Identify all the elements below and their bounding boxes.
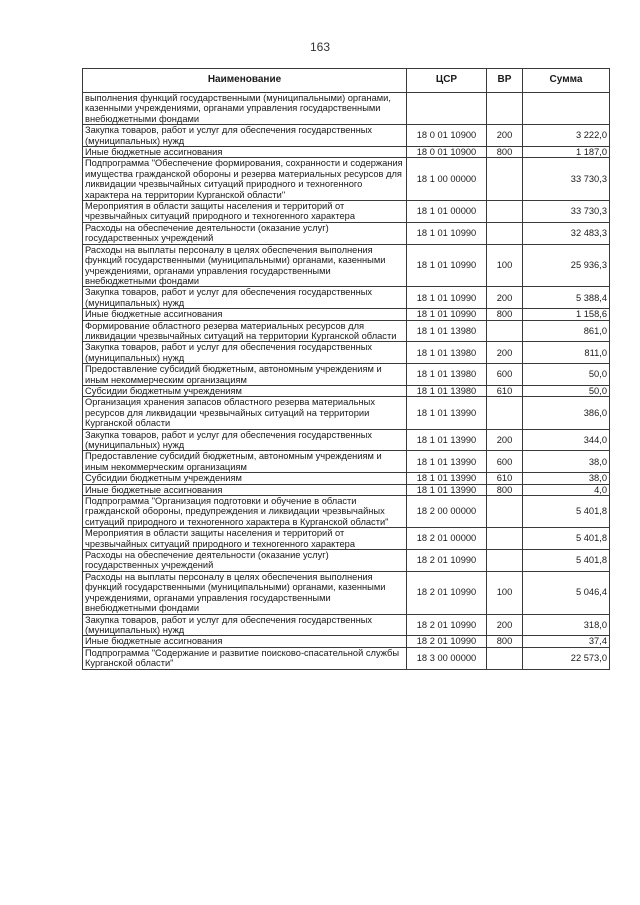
cell-csr: 18 1 01 10990	[407, 287, 487, 309]
cell-name: Мероприятия в области защиты населения и территорий от чрезвычайных ситуаций природного и техногенного характера	[83, 201, 407, 223]
table-row	[83, 385, 610, 396]
cell-csr: 18 2 01 10990	[407, 614, 487, 636]
cell-csr: 18 1 01 13990	[407, 397, 487, 429]
cell-vr: 800	[487, 484, 523, 495]
cell-csr: 18 3 00 00000	[407, 647, 487, 669]
cell-name: Предоставление субсидий бюджетным, автономным учреждениям и иным некоммерческим организациям	[83, 451, 407, 473]
table-row	[83, 473, 610, 484]
cell-sum: 386,0	[523, 397, 610, 429]
cell-sum: 50,0	[523, 385, 610, 396]
cell-csr: 18 0 01 10900	[407, 147, 487, 158]
table-row	[83, 147, 610, 158]
cell-csr: 18 0 01 10900	[407, 125, 487, 147]
cell-vr: 200	[487, 287, 523, 309]
cell-csr: 18 1 01 13990	[407, 451, 487, 473]
cell-sum: 5 401,8	[523, 528, 610, 550]
cell-sum: 38,0	[523, 451, 610, 473]
cell-sum: 5 046,4	[523, 571, 610, 614]
cell-vr	[487, 320, 523, 342]
table-row	[83, 93, 610, 125]
cell-name: Иные бюджетные ассигнования	[83, 484, 407, 495]
cell-vr	[487, 201, 523, 223]
cell-name: Предоставление субсидий бюджетным, автономным учреждениям и иным некоммерческим организациям	[83, 364, 407, 386]
cell-name: Закупка товаров, работ и услуг для обеспечения государственных (муниципальных) нужд	[83, 429, 407, 451]
cell-csr: 18 1 00 00000	[407, 158, 487, 201]
cell-csr: 18 1 01 13980	[407, 364, 487, 386]
cell-sum: 25 936,3	[523, 244, 610, 287]
cell-vr: 600	[487, 451, 523, 473]
table-row	[83, 636, 610, 647]
cell-vr: 200	[487, 429, 523, 451]
cell-sum: 861,0	[523, 320, 610, 342]
cell-vr: 100	[487, 571, 523, 614]
cell-vr: 800	[487, 309, 523, 320]
cell-csr: 18 2 01 10990	[407, 550, 487, 572]
cell-sum: 4,0	[523, 484, 610, 495]
cell-vr: 100	[487, 244, 523, 287]
table-row	[83, 201, 610, 223]
cell-sum: 33 730,3	[523, 201, 610, 223]
table-row	[83, 309, 610, 320]
table-row	[83, 451, 610, 473]
cell-sum: 811,0	[523, 342, 610, 364]
cell-vr	[487, 550, 523, 572]
cell-csr: 18 2 00 00000	[407, 496, 487, 528]
cell-vr	[487, 93, 523, 125]
cell-vr: 800	[487, 636, 523, 647]
cell-vr	[487, 647, 523, 669]
cell-sum: 38,0	[523, 473, 610, 484]
cell-vr: 600	[487, 364, 523, 386]
table-row	[83, 158, 610, 201]
cell-csr	[407, 93, 487, 125]
cell-sum: 33 730,3	[523, 158, 610, 201]
cell-csr: 18 1 01 13980	[407, 320, 487, 342]
table-row	[83, 528, 610, 550]
cell-vr: 610	[487, 473, 523, 484]
table-row	[83, 614, 610, 636]
table-row	[83, 429, 610, 451]
cell-vr	[487, 397, 523, 429]
cell-csr: 18 1 01 13990	[407, 473, 487, 484]
cell-vr: 610	[487, 385, 523, 396]
cell-vr	[487, 158, 523, 201]
cell-vr	[487, 222, 523, 244]
header-sum: Сумма	[523, 69, 610, 93]
table-row	[83, 125, 610, 147]
cell-csr: 18 1 01 13990	[407, 484, 487, 495]
cell-sum: 22 573,0	[523, 647, 610, 669]
cell-csr: 18 2 01 00000	[407, 528, 487, 550]
cell-csr: 18 1 01 10990	[407, 244, 487, 287]
header-name: Наименование	[83, 69, 407, 93]
cell-name: Субсидии бюджетным учреждениям	[83, 385, 407, 396]
cell-name: Закупка товаров, работ и услуг для обеспечения государственных (муниципальных) нужд	[83, 614, 407, 636]
table-row	[83, 496, 610, 528]
table-row	[83, 364, 610, 386]
cell-name: Подпрограмма "Обеспечение формирования, сохранности и содержания имущества гражданской обороны и резерва материальных ресурсов для ликвидации чрезвычайных ситуаций природного и техногенного характера на территории Курганской области"	[83, 158, 407, 201]
header-vr: ВР	[487, 69, 523, 93]
cell-name: Расходы на выплаты персоналу в целях обеспечения выполнения функций государственными (муниципальными) органами, казенными учреждениями, органами управления государственными внебюджетными фондами	[83, 571, 407, 614]
cell-name: Закупка товаров, работ и услуг для обеспечения государственных (муниципальных) нужд	[83, 125, 407, 147]
header-csr: ЦСР	[407, 69, 487, 93]
table-row	[83, 222, 610, 244]
table-row	[83, 571, 610, 614]
budget-table	[82, 68, 610, 670]
cell-vr: 800	[487, 147, 523, 158]
cell-name: Подпрограмма "Организация подготовки и обучение в области гражданской обороны, предупреждения и ликвидации чрезвычайных ситуаций природного и техногенного характера в Курганской области"	[83, 496, 407, 528]
cell-name: Расходы на выплаты персоналу в целях обеспечения выполнения функций государственными (муниципальными) органами, казенными учреждениями, органами управления государственными внебюджетными фондами	[83, 244, 407, 287]
table-row	[83, 647, 610, 669]
cell-csr: 18 1 01 13980	[407, 385, 487, 396]
table-row	[83, 484, 610, 495]
cell-sum: 5 401,8	[523, 496, 610, 528]
cell-sum: 318,0	[523, 614, 610, 636]
cell-sum: 1 158,6	[523, 309, 610, 320]
cell-csr: 18 1 01 10990	[407, 222, 487, 244]
table-row	[83, 320, 610, 342]
table-body	[83, 93, 610, 670]
table-row	[83, 342, 610, 364]
cell-name: Субсидии бюджетным учреждениям	[83, 473, 407, 484]
cell-name: Иные бюджетные ассигнования	[83, 147, 407, 158]
page-number: 163	[309, 40, 331, 54]
cell-name: Подпрограмма "Содержание и развитие поисково-спасательной службы Курганской области"	[83, 647, 407, 669]
table-row	[83, 287, 610, 309]
cell-name: Расходы на обеспечение деятельности (оказание услуг) государственных учреждений	[83, 222, 407, 244]
cell-sum: 1 187,0	[523, 147, 610, 158]
cell-name: Мероприятия в области защиты населения и территорий от чрезвычайных ситуаций природного и техногенного характера	[83, 528, 407, 550]
cell-name: Расходы на обеспечение деятельности (оказание услуг) государственных учреждений	[83, 550, 407, 572]
cell-name: Закупка товаров, работ и услуг для обеспечения государственных (муниципальных) нужд	[83, 342, 407, 364]
cell-vr	[487, 528, 523, 550]
cell-csr: 18 1 01 13980	[407, 342, 487, 364]
table-row	[83, 550, 610, 572]
cell-csr: 18 1 01 10990	[407, 309, 487, 320]
cell-sum: 5 388,4	[523, 287, 610, 309]
cell-sum: 50,0	[523, 364, 610, 386]
cell-sum: 3 222,0	[523, 125, 610, 147]
table-row	[83, 397, 610, 429]
cell-name: Формирование областного резерва материальных ресурсов для ликвидации чрезвычайных ситуаций на территории Курганской области	[83, 320, 407, 342]
table-row	[83, 244, 610, 287]
cell-csr: 18 2 01 10990	[407, 636, 487, 647]
cell-sum: 37,4	[523, 636, 610, 647]
cell-vr: 200	[487, 342, 523, 364]
table-header-row	[83, 69, 610, 93]
cell-sum: 344,0	[523, 429, 610, 451]
cell-csr: 18 2 01 10990	[407, 571, 487, 614]
cell-vr: 200	[487, 614, 523, 636]
cell-vr: 200	[487, 125, 523, 147]
cell-name: Иные бюджетные ассигнования	[83, 309, 407, 320]
cell-name: выполнения функций государственными (муниципальными) органами, казенными учреждениями, органами управления государственными внебюджетными фондами	[83, 93, 407, 125]
cell-sum: 32 483,3	[523, 222, 610, 244]
cell-sum	[523, 93, 610, 125]
cell-sum: 5 401,8	[523, 550, 610, 572]
cell-name: Закупка товаров, работ и услуг для обеспечения государственных (муниципальных) нужд	[83, 287, 407, 309]
cell-name: Иные бюджетные ассигнования	[83, 636, 407, 647]
cell-csr: 18 1 01 00000	[407, 201, 487, 223]
cell-csr: 18 1 01 13990	[407, 429, 487, 451]
cell-vr	[487, 496, 523, 528]
cell-name: Организация хранения запасов областного резерва материальных ресурсов для ликвидации чрезвычайных ситуаций на территории Курганской области	[83, 397, 407, 429]
